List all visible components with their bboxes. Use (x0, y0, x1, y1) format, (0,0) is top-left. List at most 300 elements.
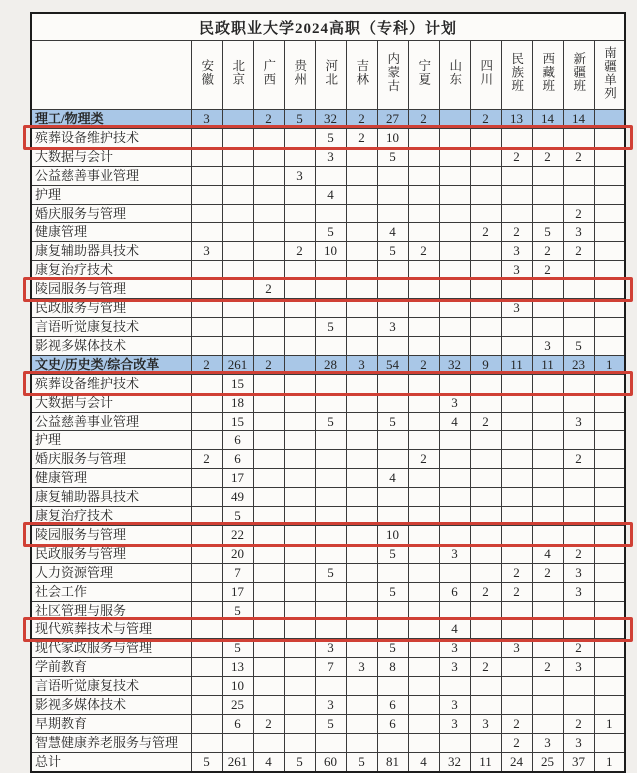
value-cell (532, 677, 563, 696)
value-cell (346, 544, 377, 563)
value-cell (439, 299, 470, 318)
value-cell (222, 147, 253, 166)
section-row (31, 355, 625, 374)
value-cell: 49 (222, 488, 253, 507)
value-cell (191, 639, 222, 658)
value-cell (501, 393, 532, 412)
value-cell (191, 336, 222, 355)
value-cell (253, 374, 284, 393)
value-cell (191, 128, 222, 147)
value-cell: 2 (470, 110, 501, 129)
value-cell (315, 677, 346, 696)
value-cell (408, 431, 439, 450)
row-label: 康复治疗技术 (31, 261, 191, 280)
value-cell (501, 544, 532, 563)
value-cell (191, 393, 222, 412)
value-cell: 2 (501, 147, 532, 166)
row-label: 健康管理 (31, 469, 191, 488)
value-cell (284, 677, 315, 696)
value-cell (563, 620, 594, 639)
row-label: 婚庆服务与管理 (31, 450, 191, 469)
value-cell: 3 (315, 696, 346, 715)
value-cell (563, 525, 594, 544)
value-cell (439, 147, 470, 166)
value-cell: 3 (439, 544, 470, 563)
value-cell (253, 299, 284, 318)
value-cell (191, 469, 222, 488)
column-header-label: 四川 (478, 59, 493, 86)
row-label: 理工/物理类 (31, 110, 191, 129)
table-row (31, 620, 625, 639)
row-label: 护理 (31, 431, 191, 450)
row-label: 学前教育 (31, 658, 191, 677)
value-cell: 261 (222, 752, 253, 771)
value-cell (191, 677, 222, 696)
value-cell: 2 (501, 223, 532, 242)
enrollment-plan-table (30, 12, 626, 773)
value-cell (470, 450, 501, 469)
value-cell (253, 147, 284, 166)
value-cell: 2 (501, 715, 532, 734)
value-cell (284, 374, 315, 393)
row-label: 影视多媒体技术 (31, 696, 191, 715)
value-cell (408, 412, 439, 431)
value-cell (377, 677, 408, 696)
value-cell: 14 (532, 110, 563, 129)
table-row (31, 639, 625, 658)
title-row (31, 13, 625, 41)
value-cell: 2 (563, 204, 594, 223)
value-cell (470, 677, 501, 696)
value-cell (501, 658, 532, 677)
value-cell: 2 (408, 450, 439, 469)
value-cell (377, 563, 408, 582)
value-cell: 5 (377, 582, 408, 601)
row-label: 人力资源管理 (31, 563, 191, 582)
value-cell (408, 582, 439, 601)
value-cell (284, 299, 315, 318)
value-cell (408, 601, 439, 620)
value-cell (501, 431, 532, 450)
value-cell: 5 (315, 317, 346, 336)
value-cell (532, 412, 563, 431)
value-cell (594, 544, 625, 563)
value-cell (346, 317, 377, 336)
value-cell: 7 (222, 563, 253, 582)
value-cell (377, 620, 408, 639)
value-cell (408, 374, 439, 393)
value-cell (222, 185, 253, 204)
value-cell: 18 (222, 393, 253, 412)
value-cell: 17 (222, 469, 253, 488)
value-cell (346, 431, 377, 450)
table-title: 民政职业大学2024高职（专科）计划 (31, 13, 625, 41)
value-cell (532, 204, 563, 223)
table-row (31, 128, 625, 147)
column-header-label: 河北 (323, 59, 338, 86)
value-cell (532, 185, 563, 204)
value-cell (501, 185, 532, 204)
value-cell: 27 (377, 110, 408, 129)
value-cell: 3 (377, 317, 408, 336)
value-cell: 32 (315, 110, 346, 129)
value-cell: 14 (563, 110, 594, 129)
value-cell: 3 (532, 733, 563, 752)
table-row (31, 431, 625, 450)
value-cell (408, 128, 439, 147)
value-cell (253, 393, 284, 412)
table-row (31, 507, 625, 526)
column-header-label: 宁夏 (416, 59, 431, 86)
value-cell (191, 488, 222, 507)
value-cell (594, 166, 625, 185)
value-cell (346, 715, 377, 734)
value-cell: 3 (315, 639, 346, 658)
value-cell (408, 261, 439, 280)
value-cell (501, 166, 532, 185)
value-cell (377, 601, 408, 620)
value-cell: 2 (408, 355, 439, 374)
value-cell (563, 677, 594, 696)
value-cell (563, 317, 594, 336)
table-row (31, 563, 625, 582)
value-cell: 3 (439, 393, 470, 412)
value-cell (191, 223, 222, 242)
total-row (31, 752, 625, 771)
value-cell (470, 696, 501, 715)
value-cell (532, 582, 563, 601)
column-header (315, 41, 346, 110)
value-cell (408, 204, 439, 223)
value-cell: 1 (594, 355, 625, 374)
value-cell: 2 (253, 715, 284, 734)
value-cell: 11 (470, 752, 501, 771)
value-cell (377, 733, 408, 752)
value-cell: 6 (222, 450, 253, 469)
value-cell: 4 (532, 544, 563, 563)
row-label: 婚庆服务与管理 (31, 204, 191, 223)
value-cell: 2 (501, 563, 532, 582)
column-header-label: 广西 (261, 59, 276, 86)
value-cell (222, 280, 253, 299)
value-cell (222, 204, 253, 223)
value-cell (563, 431, 594, 450)
value-cell (439, 110, 470, 129)
value-cell (284, 715, 315, 734)
value-cell: 3 (563, 223, 594, 242)
value-cell (594, 488, 625, 507)
value-cell (315, 525, 346, 544)
value-cell (594, 525, 625, 544)
value-cell (222, 336, 253, 355)
table-row (31, 336, 625, 355)
value-cell: 2 (191, 355, 222, 374)
value-cell (439, 261, 470, 280)
value-cell (346, 677, 377, 696)
value-cell (439, 563, 470, 582)
value-cell (470, 128, 501, 147)
value-cell: 3 (532, 336, 563, 355)
value-cell (470, 639, 501, 658)
value-cell (532, 488, 563, 507)
value-cell (408, 620, 439, 639)
value-cell (532, 128, 563, 147)
row-label: 社区管理与服务 (31, 601, 191, 620)
value-cell: 3 (346, 355, 377, 374)
value-cell (284, 469, 315, 488)
value-cell: 7 (315, 658, 346, 677)
value-cell: 81 (377, 752, 408, 771)
value-cell (253, 185, 284, 204)
value-cell (191, 431, 222, 450)
value-cell (594, 147, 625, 166)
value-cell (470, 733, 501, 752)
column-header (501, 41, 532, 110)
value-cell (470, 620, 501, 639)
value-cell (377, 450, 408, 469)
value-cell (191, 601, 222, 620)
table-row (31, 412, 625, 431)
value-cell: 10 (377, 128, 408, 147)
value-cell (532, 696, 563, 715)
value-cell (284, 280, 315, 299)
value-cell (470, 261, 501, 280)
row-label: 言语听觉康复技术 (31, 317, 191, 336)
value-cell (191, 261, 222, 280)
value-cell (346, 601, 377, 620)
value-cell (470, 147, 501, 166)
value-cell (377, 336, 408, 355)
value-cell (439, 280, 470, 299)
value-cell (377, 299, 408, 318)
value-cell: 5 (377, 412, 408, 431)
value-cell: 2 (563, 242, 594, 261)
value-cell (191, 299, 222, 318)
value-cell (532, 166, 563, 185)
value-cell (532, 450, 563, 469)
value-cell (191, 715, 222, 734)
value-cell (377, 431, 408, 450)
value-cell (377, 280, 408, 299)
value-cell (501, 677, 532, 696)
value-cell: 3 (563, 563, 594, 582)
value-cell (408, 336, 439, 355)
value-cell (470, 204, 501, 223)
value-cell (439, 374, 470, 393)
value-cell (315, 582, 346, 601)
value-cell (594, 128, 625, 147)
table-row (31, 450, 625, 469)
value-cell (253, 166, 284, 185)
value-cell (470, 299, 501, 318)
value-cell (563, 128, 594, 147)
value-cell: 3 (501, 639, 532, 658)
column-header (470, 41, 501, 110)
table-row (31, 488, 625, 507)
column-header (346, 41, 377, 110)
value-cell (346, 620, 377, 639)
value-cell (222, 317, 253, 336)
value-cell: 3 (191, 110, 222, 129)
column-header-label: 安徽 (199, 59, 214, 86)
row-label: 殡葬设备维护技术 (31, 128, 191, 147)
value-cell: 22 (222, 525, 253, 544)
value-cell: 2 (470, 582, 501, 601)
value-cell (253, 450, 284, 469)
value-cell (253, 469, 284, 488)
value-cell (284, 128, 315, 147)
table-row (31, 166, 625, 185)
value-cell (532, 299, 563, 318)
column-header (563, 41, 594, 110)
value-cell (594, 317, 625, 336)
value-cell (563, 469, 594, 488)
value-cell (377, 166, 408, 185)
value-cell (315, 450, 346, 469)
value-cell (594, 733, 625, 752)
value-cell (346, 336, 377, 355)
value-cell: 5 (563, 336, 594, 355)
value-cell: 5 (377, 147, 408, 166)
value-cell: 2 (563, 450, 594, 469)
value-cell (191, 412, 222, 431)
value-cell: 2 (470, 223, 501, 242)
value-cell (563, 299, 594, 318)
value-cell (346, 299, 377, 318)
value-cell (191, 317, 222, 336)
row-label: 公益慈善事业管理 (31, 166, 191, 185)
row-label: 现代家政服务与管理 (31, 639, 191, 658)
value-cell: 15 (222, 412, 253, 431)
value-cell (253, 412, 284, 431)
value-cell (501, 280, 532, 299)
column-header-label: 新疆班 (571, 52, 586, 93)
value-cell: 3 (470, 715, 501, 734)
value-cell (532, 715, 563, 734)
value-cell: 5 (377, 544, 408, 563)
value-cell (284, 658, 315, 677)
value-cell (315, 620, 346, 639)
column-header-row (31, 41, 625, 110)
value-cell: 4 (377, 469, 408, 488)
value-cell (594, 582, 625, 601)
value-cell: 10 (377, 525, 408, 544)
value-cell (594, 677, 625, 696)
value-cell: 23 (563, 355, 594, 374)
value-cell (315, 204, 346, 223)
value-cell (532, 469, 563, 488)
value-cell (315, 544, 346, 563)
value-cell (532, 525, 563, 544)
value-cell (408, 147, 439, 166)
value-cell: 25 (222, 696, 253, 715)
row-label: 民政服务与管理 (31, 299, 191, 318)
value-cell (439, 525, 470, 544)
value-cell: 5 (315, 412, 346, 431)
value-cell (222, 166, 253, 185)
value-cell (315, 166, 346, 185)
column-header (594, 41, 625, 110)
value-cell: 4 (439, 412, 470, 431)
value-cell (532, 317, 563, 336)
value-cell (284, 393, 315, 412)
value-cell (346, 166, 377, 185)
value-cell (191, 544, 222, 563)
value-cell (439, 469, 470, 488)
value-cell (594, 299, 625, 318)
value-cell (408, 299, 439, 318)
value-cell (470, 374, 501, 393)
value-cell (594, 261, 625, 280)
value-cell (284, 185, 315, 204)
value-cell (501, 204, 532, 223)
value-cell (408, 280, 439, 299)
value-cell (439, 601, 470, 620)
value-cell (594, 563, 625, 582)
value-cell (253, 336, 284, 355)
column-header-label: 南疆单列 (602, 45, 617, 100)
value-cell (284, 525, 315, 544)
value-cell: 5 (191, 752, 222, 771)
column-header-label: 北京 (230, 59, 245, 86)
row-label: 陵园服务与管理 (31, 525, 191, 544)
row-label: 康复治疗技术 (31, 507, 191, 526)
value-cell (563, 393, 594, 412)
value-cell (532, 374, 563, 393)
value-cell (222, 242, 253, 261)
value-cell (501, 317, 532, 336)
value-cell (253, 261, 284, 280)
value-cell (594, 507, 625, 526)
value-cell: 2 (191, 450, 222, 469)
value-cell: 6 (222, 431, 253, 450)
value-cell (594, 469, 625, 488)
value-cell (377, 488, 408, 507)
value-cell: 3 (563, 582, 594, 601)
value-cell (594, 223, 625, 242)
value-cell (470, 488, 501, 507)
value-cell (532, 639, 563, 658)
table-row (31, 393, 625, 412)
value-cell (408, 563, 439, 582)
value-cell: 2 (501, 582, 532, 601)
value-cell (346, 185, 377, 204)
value-cell: 5 (222, 639, 253, 658)
value-cell: 2 (253, 110, 284, 129)
value-cell: 6 (377, 696, 408, 715)
value-cell: 13 (501, 110, 532, 129)
value-cell (346, 525, 377, 544)
value-cell (563, 488, 594, 507)
value-cell (191, 185, 222, 204)
column-header (408, 41, 439, 110)
value-cell (222, 110, 253, 129)
value-cell: 5 (222, 507, 253, 526)
row-label: 公益慈善事业管理 (31, 412, 191, 431)
value-cell: 3 (439, 658, 470, 677)
row-label: 康复辅助器具技术 (31, 242, 191, 261)
value-cell (222, 620, 253, 639)
value-cell (191, 620, 222, 639)
value-cell (346, 261, 377, 280)
value-cell: 11 (501, 355, 532, 374)
value-cell (315, 299, 346, 318)
value-cell (501, 336, 532, 355)
value-cell (594, 185, 625, 204)
value-cell (470, 166, 501, 185)
value-cell: 2 (532, 261, 563, 280)
value-cell (346, 450, 377, 469)
